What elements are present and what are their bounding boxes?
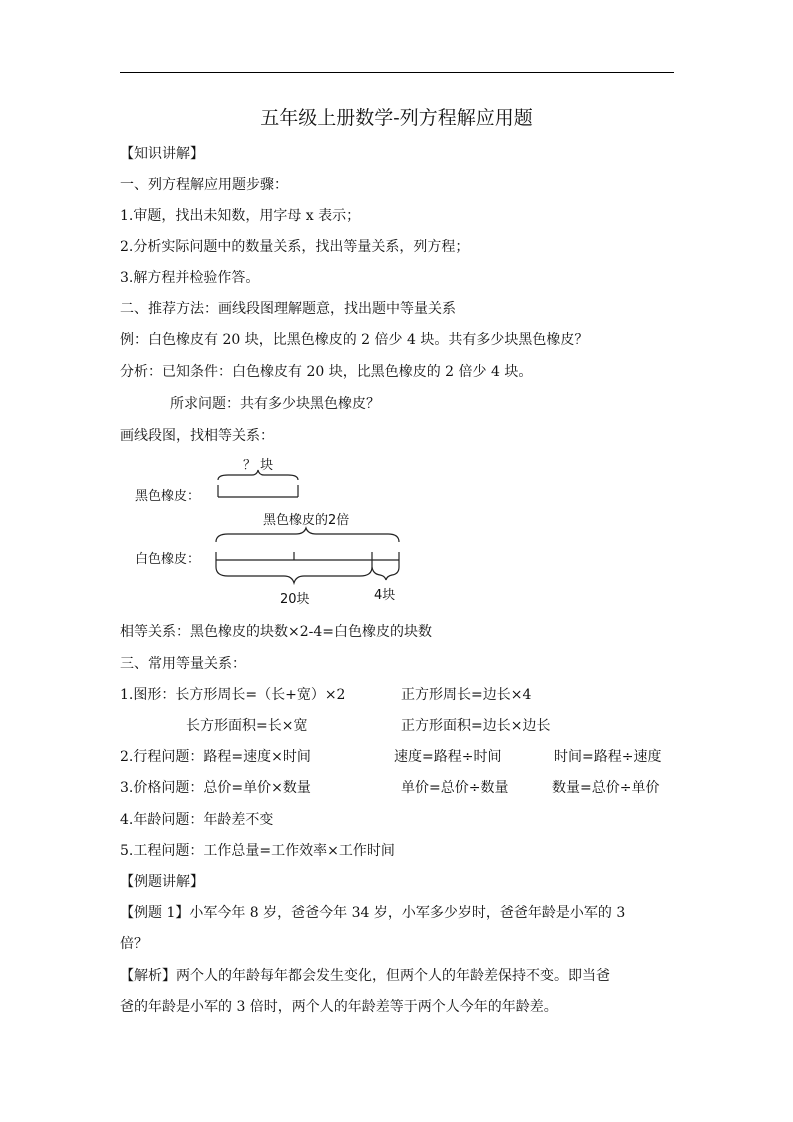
black-eraser-label: 黑色橡皮： [135,489,201,504]
relation-price-1: 3.价格问题：总价=单价×数量 [120,780,311,796]
relation-price-2: 单价=总价÷数量 [401,780,509,796]
equal-relation: 相等关系：黑色橡皮的块数×2-4=白色橡皮的块数 [120,624,433,640]
section-examples-heading: 【例题讲解】 [120,874,204,890]
four-brace [372,567,399,580]
relation-price-3: 数量=总价÷单价 [552,780,660,796]
solution-line-1: 【解析】两个人的年龄每年都会发生变化，但两个人的年龄差保持不变。即当爸 [120,968,610,984]
draw-instruction: 画线段图，找相等关系： [120,428,274,444]
heading-method: 二、推荐方法：画线段图理解题意，找出题中等量关系 [120,301,456,317]
relation-shape-3: 长方形面积=长×宽 [186,718,308,734]
step-2: 2.分析实际问题中的数量关系，找出等量关系，列方程； [120,239,470,255]
step-3: 3.解方程并检验作答。 [120,270,260,286]
black-segment [218,485,298,497]
relation-age: 4.年龄问题：年龄差不变 [120,812,274,828]
relation-work: 5.工程问题：工作总量=工作效率×工作时间 [120,843,395,859]
relation-shape-2: 正方形周长=边长×4 [401,687,532,703]
solution-line-2: 爸的年龄是小军的 3 倍时，两个人的年龄差等于两个人今年的年龄差。 [120,999,558,1015]
white-segment [216,552,399,567]
relation-travel-1: 2.行程问题：路程=速度×时间 [120,749,311,765]
page-title: 五年级上册数学-列方程解应用题 [260,107,533,129]
section-knowledge-heading: 【知识讲解】 [120,146,204,162]
heading-steps: 一、列方程解应用题步骤： [120,177,288,193]
twenty-label: 20块 [280,592,310,607]
analysis-text: 分析：已知条件：白色橡皮有 20 块，比黑色橡皮的 2 倍少 4 块。 [120,364,533,380]
twenty-brace [216,567,372,583]
relation-travel-3: 时间=路程÷速度 [554,749,662,765]
relation-shape-4: 正方形面积=边长×边长 [401,718,551,734]
question-text: 所求问题：共有多少块黑色橡皮？ [170,396,380,412]
step-1: 1.审题，找出未知数，用字母 x 表示； [120,208,361,224]
relation-travel-2: 速度=路程÷时间 [394,749,502,765]
heading-relations: 三、常用等量关系： [120,656,246,672]
unknown-label: ？ 块 [243,458,274,473]
four-label: 4块 [374,588,396,603]
double-black-label: 黑色橡皮的2倍 [263,513,350,528]
example-text: 例：白色橡皮有 20 块，比黑色橡皮的 2 倍少 4 块。共有多少块黑色橡皮？ [120,332,589,348]
example-1-line-2: 倍？ [120,936,148,952]
example-1-line-1: 【例题 1】小军今年 8 岁，爸爸今年 34 岁，小军多少岁时，爸爸年龄是小军的 3 [120,905,626,921]
white-eraser-label: 白色橡皮： [135,552,201,567]
relation-shape-1: 1.图形：长方形周长=（长+宽）×2 [120,687,346,703]
